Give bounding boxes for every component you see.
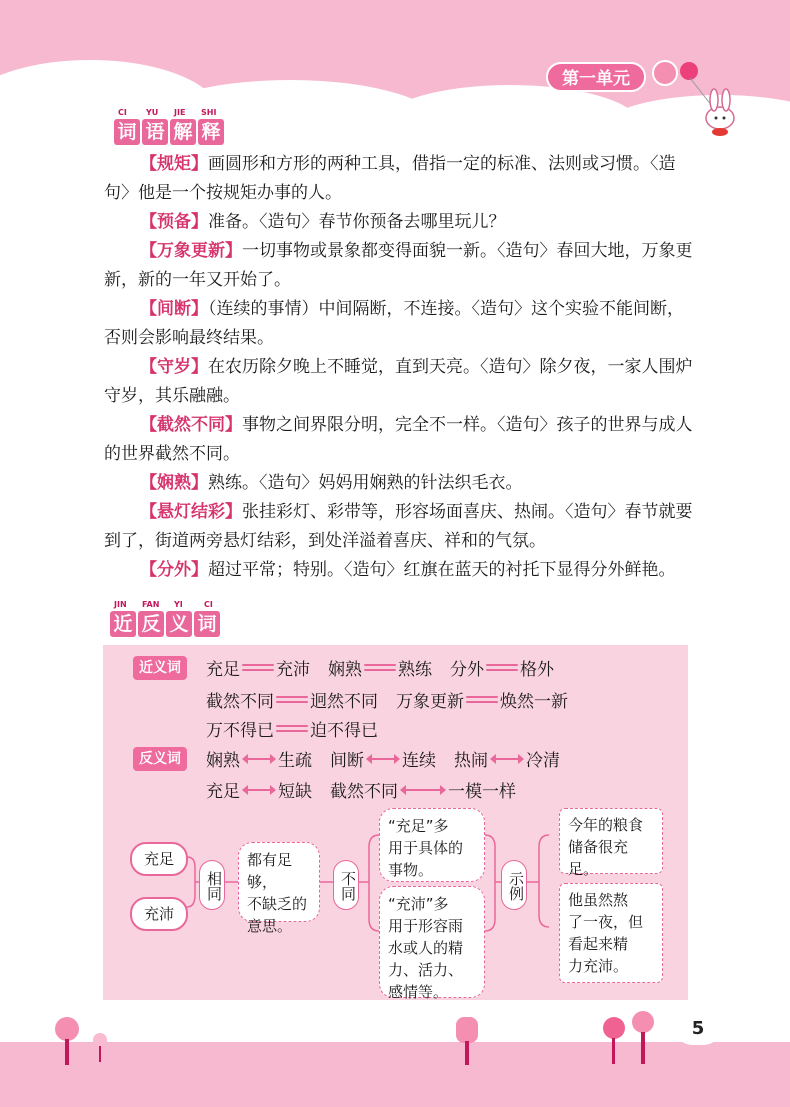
- section-title-char: 释: [198, 119, 224, 145]
- definition-entry: [104, 208, 694, 237]
- bubble-line: “充足”多: [388, 817, 449, 835]
- definition-entry: [104, 411, 694, 469]
- word-bubble-chongpei: 充沛: [130, 897, 188, 931]
- note-line: 他虽然熬: [568, 891, 629, 909]
- balloon-icon: [652, 60, 678, 86]
- bunny-icon: [690, 78, 750, 138]
- definition-text: 准备。〈造句〉春节你预备去哪里玩儿？: [208, 212, 506, 232]
- definition-entry: [104, 295, 694, 353]
- bubble-line: 水或人的精: [388, 939, 464, 957]
- definition-term: 【娴熟】: [140, 473, 208, 493]
- pinyin-label: YU: [146, 108, 159, 117]
- bubble-line: 都有足够，: [247, 851, 293, 891]
- definition-term: 【预备】: [140, 212, 208, 232]
- word-bubble-chongzu: 充足: [130, 842, 188, 876]
- word: 分外: [450, 660, 484, 680]
- bubble-line: 事物。: [388, 861, 434, 879]
- definition-entry: [104, 469, 694, 498]
- note-line: 力充沛。: [568, 957, 629, 975]
- section-title-char: 反: [138, 611, 164, 637]
- example-label: 示例: [501, 860, 527, 910]
- word: 短缺: [278, 782, 312, 802]
- definition-text: 事物之间界限分明，完全不一样。〈造句〉孩子的世界与成人的世界截然不同。: [104, 415, 693, 464]
- definition-entry: [104, 150, 694, 208]
- word: 迥然不同: [310, 692, 378, 712]
- definition-term: 【守岁】: [140, 357, 208, 377]
- definition-entry: [104, 556, 694, 585]
- section-title-char: 近: [110, 611, 136, 637]
- pinyin-label: CI: [204, 600, 213, 609]
- bubble-line: 用于具体的: [388, 839, 464, 857]
- antonym-tag: 反义词: [133, 747, 187, 771]
- definition-entry: [104, 498, 694, 556]
- word: 截然不同: [330, 782, 398, 802]
- word: 一模一样: [448, 782, 516, 802]
- difference-label: 不同: [333, 860, 359, 910]
- pinyin-label: CI: [118, 108, 127, 117]
- example-chongzu-note: [559, 808, 663, 878]
- bubble-line: 不缺乏的: [247, 895, 308, 913]
- page-number: 5: [676, 1013, 720, 1045]
- pinyin-label: SHI: [201, 108, 217, 117]
- section-title-char: 词: [194, 611, 220, 637]
- section-title-char: 解: [170, 119, 196, 145]
- synonym-antonym-box: [103, 645, 688, 1000]
- section-title-char: 义: [166, 611, 192, 637]
- pinyin-label: JIE: [174, 108, 186, 117]
- pinyin-label: FAN: [142, 600, 160, 609]
- bubble-line: 意思。: [247, 917, 293, 935]
- tree-icon: [452, 1015, 482, 1065]
- section-title-char: 词: [114, 119, 140, 145]
- bubble-line: “充沛”多: [388, 895, 449, 913]
- definition-term: 【间断】: [140, 299, 208, 319]
- word: 熟练: [398, 660, 432, 680]
- note-line: 看起来精: [568, 935, 629, 953]
- definition-text: 超过平常；特别。〈造句〉红旗在蓝天的衬托下显得分外鲜艳。: [208, 560, 676, 580]
- difference-chongpei-bubble: [379, 886, 485, 1001]
- word: 热闹: [454, 751, 488, 771]
- bubble-line: 力、活力、: [388, 961, 464, 979]
- pinyin-label: YI: [174, 600, 183, 609]
- word: 万不得已: [206, 721, 274, 741]
- pinyin-label: JIN: [114, 600, 127, 609]
- word: 冷清: [526, 751, 560, 771]
- definition-text: 画圆形和方形的两种工具，借指一定的标准、法则或习惯。〈造句〉他是一个按规矩办事的人。: [104, 154, 676, 203]
- definition-entry: [104, 237, 694, 295]
- definition-term: 【规矩】: [140, 154, 208, 174]
- definition-term: 【万象更新】: [140, 241, 242, 261]
- bubble-line: 感情等。: [388, 983, 449, 1001]
- section-title: [110, 611, 220, 637]
- word: 焕然一新: [500, 692, 568, 712]
- definition-list: [104, 150, 694, 585]
- word: 间断: [330, 751, 364, 771]
- word: 娴熟: [328, 660, 362, 680]
- section-title: [114, 119, 224, 145]
- word: 娴熟: [206, 751, 240, 771]
- word: 充沛: [276, 660, 310, 680]
- section-title-char: 语: [142, 119, 168, 145]
- difference-chongzu-bubble: [379, 808, 485, 882]
- same-meaning-bubble: [238, 842, 320, 935]
- bubble-line: 用于形容雨: [388, 917, 464, 935]
- tree-icon: [52, 1015, 82, 1065]
- word: 截然不同: [206, 692, 274, 712]
- word: 连续: [402, 751, 436, 771]
- word: 万象更新: [396, 692, 464, 712]
- word: 生疏: [278, 751, 312, 771]
- note-line: 今年的粮食: [568, 816, 644, 834]
- synonym-tag: 近义词: [133, 656, 187, 680]
- definition-term: 【悬灯结彩】: [140, 502, 242, 522]
- definition-text: （连续的事情）中间隔断，不连接。〈造句〉这个实验不能间断，否则会影响最终结果。: [104, 299, 684, 348]
- definition-text: 在农历除夕晚上不睡觉，直到天亮。〈造句〉除夕夜，一家人围炉守岁，其乐融融。: [104, 357, 693, 406]
- tree-icon: [600, 1016, 628, 1064]
- footer-band: [0, 1042, 790, 1107]
- definition-entry: [104, 353, 694, 411]
- tree-icon: [628, 1010, 658, 1064]
- definition-term: 【分外】: [140, 560, 208, 580]
- note-line: 了一夜，但: [568, 913, 644, 931]
- definition-text: 熟练。〈造句〉妈妈用娴熟的针法织毛衣。: [208, 473, 523, 493]
- word: 格外: [520, 660, 554, 680]
- word: 迫不得已: [310, 721, 378, 741]
- tree-icon: [90, 1032, 110, 1062]
- word: 充足: [206, 660, 240, 680]
- definition-term: 【截然不同】: [140, 415, 242, 435]
- example-chongpei-note: [559, 883, 663, 983]
- note-line: 储备很充足。: [568, 838, 629, 878]
- definition-text: 一切事物或景象都变得面貌一新。〈造句〉春回大地，万象更新，新的一年又开始了。: [104, 241, 693, 290]
- unit-badge: 第一单元: [546, 62, 646, 92]
- word: 充足: [206, 782, 240, 802]
- same-label: 相同: [199, 860, 225, 910]
- definition-text: 张挂彩灯、彩带等，形容场面喜庆、热闹。〈造句〉春节就要到了，街道两旁悬灯结彩，到处洋溢着喜庆、祥和的气氛。: [104, 502, 693, 551]
